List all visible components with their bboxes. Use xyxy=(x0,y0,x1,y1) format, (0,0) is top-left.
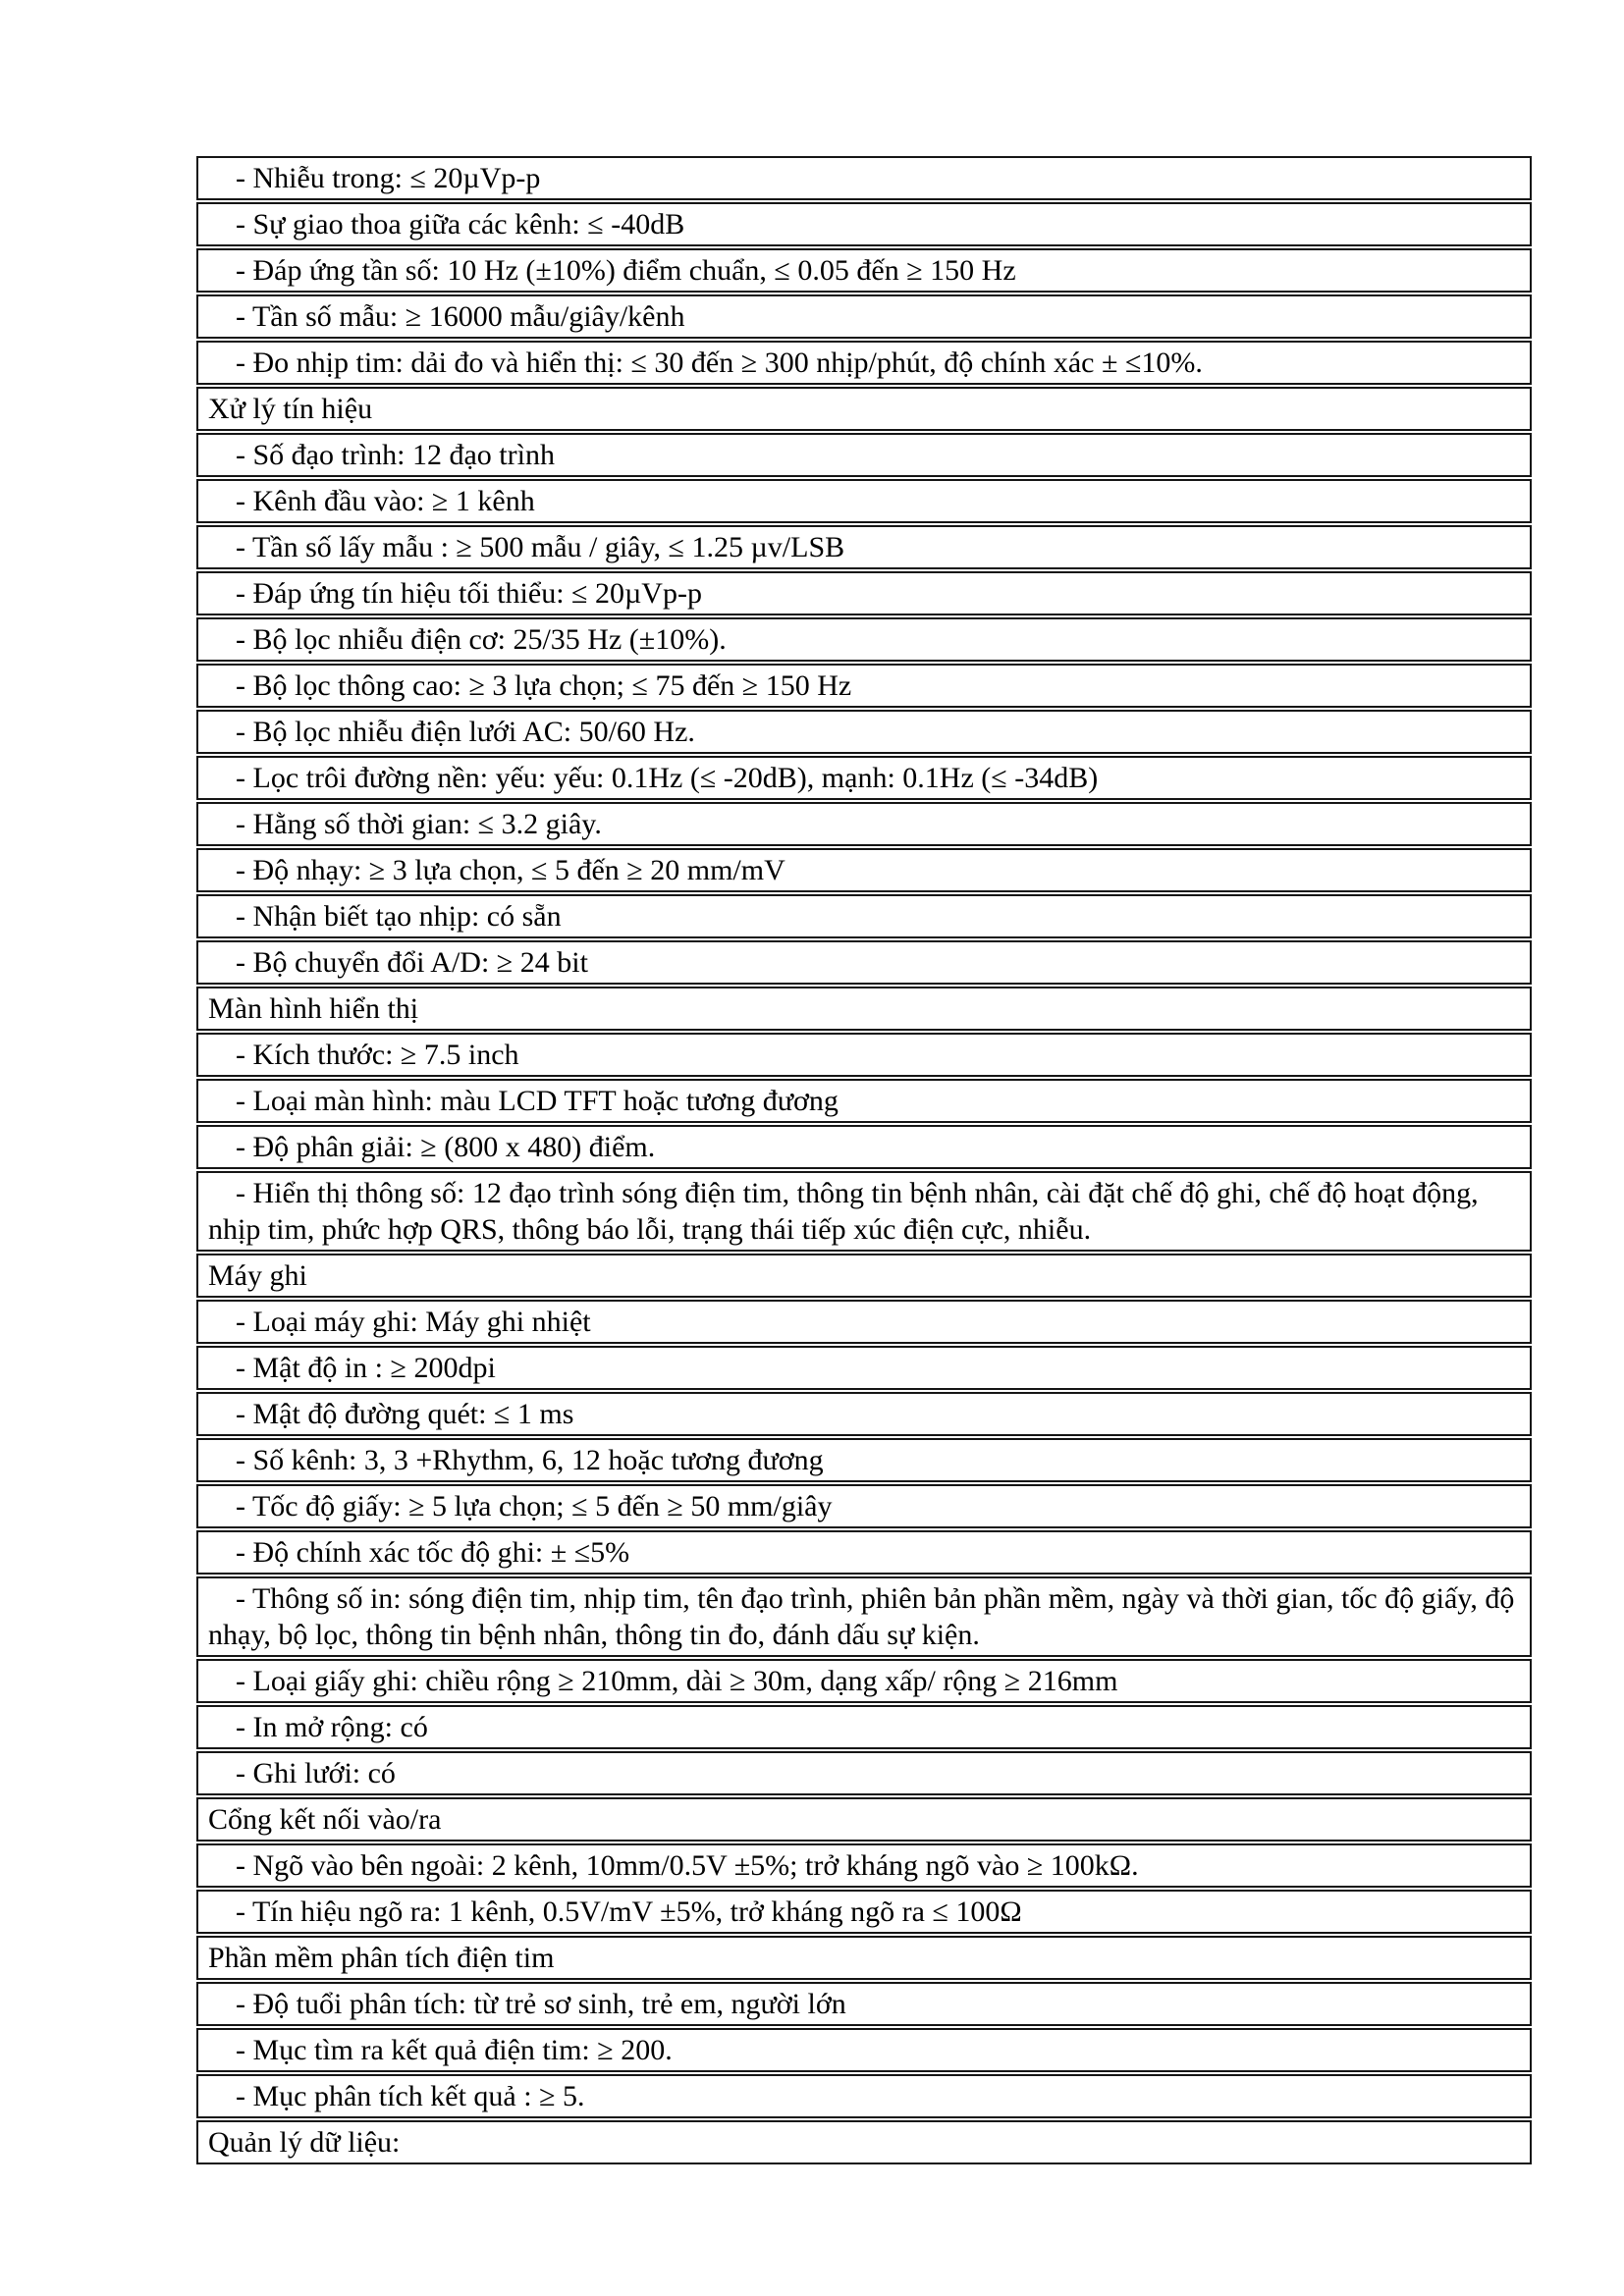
table-row xyxy=(196,1346,1532,1390)
table-row xyxy=(196,1576,1532,1657)
spec-item-cell: - Số đạo trình: 12 đạo trình xyxy=(196,433,1532,477)
table-row xyxy=(196,1079,1532,1123)
spec-item-cell: - Thông số in: sóng điện tim, nhịp tim, tên đạo trình, phiên bản phần mềm, ngày và thời gian, tốc độ giấy, độ nhạy, bộ lọc, thông tin bệnh nhân, thông tin đo, đánh dấu sự kiện. xyxy=(196,1576,1532,1657)
spec-item-cell: - Mật độ in : ≥ 200dpi xyxy=(196,1346,1532,1390)
spec-item-cell: - Ghi lưới: có xyxy=(196,1751,1532,1795)
table-row xyxy=(196,2120,1532,2164)
spec-item-cell: - Loại màn hình: màu LCD TFT hoặc tương đương xyxy=(196,1079,1532,1123)
spec-item-cell: - Tần số lấy mẫu : ≥ 500 mẫu / giây, ≤ 1.25 µv/LSB xyxy=(196,525,1532,569)
table-row xyxy=(196,1982,1532,2026)
spec-item-cell: - Hằng số thời gian: ≤ 3.2 giây. xyxy=(196,802,1532,846)
table-row xyxy=(196,756,1532,800)
table-row xyxy=(196,479,1532,523)
table-row xyxy=(196,1705,1532,1749)
spec-item-cell: - Độ nhạy: ≥ 3 lựa chọn, ≤ 5 đến ≥ 20 mm/mV xyxy=(196,848,1532,892)
spec-item-cell: - Mục tìm ra kết quả điện tim: ≥ 200. xyxy=(196,2028,1532,2072)
table-row xyxy=(196,1484,1532,1528)
section-header-cell: Máy ghi xyxy=(196,1254,1532,1298)
table-row xyxy=(196,387,1532,431)
table-row xyxy=(196,1797,1532,1842)
spec-item-cell: - Sự giao thoa giữa các kênh: ≤ -40dB xyxy=(196,202,1532,246)
table-row xyxy=(196,940,1532,985)
table-row xyxy=(196,1751,1532,1795)
table-row xyxy=(196,1438,1532,1482)
table-row xyxy=(196,2028,1532,2072)
spec-item-cell: - Đo nhịp tim: dải đo và hiển thị: ≤ 30 đến ≥ 300 nhịp/phút, độ chính xác ± ≤10%. xyxy=(196,341,1532,385)
spec-item-cell: - Ngõ vào bên ngoài: 2 kênh, 10mm/0.5V ±5%; trở kháng ngõ vào ≥ 100kΩ. xyxy=(196,1843,1532,1888)
spec-item-cell: - Tín hiệu ngõ ra: 1 kênh, 0.5V/mV ±5%, trở kháng ngõ ra ≤ 100Ω xyxy=(196,1890,1532,1934)
spec-item-cell: - Kích thước: ≥ 7.5 inch xyxy=(196,1033,1532,1077)
table-row xyxy=(196,156,1532,200)
section-header-cell: Màn hình hiển thị xyxy=(196,987,1532,1031)
spec-item-cell: - Đáp ứng tín hiệu tối thiểu: ≤ 20µVp-p xyxy=(196,571,1532,615)
spec-item-cell: - Bộ lọc thông cao: ≥ 3 lựa chọn; ≤ 75 đến ≥ 150 Hz xyxy=(196,664,1532,708)
spec-item-cell: - Đáp ứng tần số: 10 Hz (±10%) điểm chuẩn, ≤ 0.05 đến ≥ 150 Hz xyxy=(196,248,1532,293)
spec-item-cell: - Kênh đầu vào: ≥ 1 kênh xyxy=(196,479,1532,523)
spec-item-cell: - Tần số mẫu: ≥ 16000 mẫu/giây/kênh xyxy=(196,294,1532,339)
spec-item-cell: - Độ phân giải: ≥ (800 x 480) điểm. xyxy=(196,1125,1532,1169)
table-row xyxy=(196,341,1532,385)
spec-table-rows xyxy=(196,156,1532,2164)
table-row xyxy=(196,525,1532,569)
spec-item-cell: - Bộ lọc nhiễu điện lưới AC: 50/60 Hz. xyxy=(196,710,1532,754)
document-page xyxy=(196,154,1532,2166)
table-row xyxy=(196,1530,1532,1575)
table-row xyxy=(196,802,1532,846)
section-header-cell: Cổng kết nối vào/ra xyxy=(196,1797,1532,1842)
table-row xyxy=(196,202,1532,246)
spec-item-cell: - Độ tuổi phân tích: từ trẻ sơ sinh, trẻ em, người lớn xyxy=(196,1982,1532,2026)
table-row xyxy=(196,1300,1532,1344)
spec-item-cell: - Mật độ đường quét: ≤ 1 ms xyxy=(196,1392,1532,1436)
table-row xyxy=(196,1171,1532,1252)
table-row xyxy=(196,2074,1532,2118)
table-row xyxy=(196,1659,1532,1703)
table-row xyxy=(196,1254,1532,1298)
table-row xyxy=(196,1033,1532,1077)
spec-item-cell: - In mở rộng: có xyxy=(196,1705,1532,1749)
spec-item-cell: - Hiển thị thông số: 12 đạo trình sóng điện tim, thông tin bệnh nhân, cài đặt chế độ ghi, chế độ hoạt động, nhịp tim, phức hợp QRS, thông báo lỗi, trạng thái tiếp xúc điện cực, nhiễu. xyxy=(196,1171,1532,1252)
table-row xyxy=(196,617,1532,662)
spec-item-cell: - Lọc trôi đường nền: yếu: yếu: 0.1Hz (≤ -20dB), mạnh: 0.1Hz (≤ -34dB) xyxy=(196,756,1532,800)
spec-item-cell: - Mục phân tích kết quả : ≥ 5. xyxy=(196,2074,1532,2118)
table-row xyxy=(196,248,1532,293)
table-row xyxy=(196,894,1532,938)
table-row xyxy=(196,1890,1532,1934)
spec-table xyxy=(196,154,1532,2166)
table-row xyxy=(196,571,1532,615)
table-row xyxy=(196,294,1532,339)
section-header-cell: Phần mềm phân tích điện tim xyxy=(196,1936,1532,1980)
spec-item-cell: - Số kênh: 3, 3 +Rhythm, 6, 12 hoặc tương đương xyxy=(196,1438,1532,1482)
table-row xyxy=(196,433,1532,477)
spec-item-cell: - Loại máy ghi: Máy ghi nhiệt xyxy=(196,1300,1532,1344)
section-header-cell: Xử lý tín hiệu xyxy=(196,387,1532,431)
spec-item-cell: - Nhiễu trong: ≤ 20µVp-p xyxy=(196,156,1532,200)
spec-item-cell: - Loại giấy ghi: chiều rộng ≥ 210mm, dài ≥ 30m, dạng xấp/ rộng ≥ 216mm xyxy=(196,1659,1532,1703)
table-row xyxy=(196,1936,1532,1980)
table-row xyxy=(196,1843,1532,1888)
spec-item-cell: - Bộ lọc nhiễu điện cơ: 25/35 Hz (±10%). xyxy=(196,617,1532,662)
spec-item-cell: - Nhận biết tạo nhịp: có sẵn xyxy=(196,894,1532,938)
table-row xyxy=(196,1125,1532,1169)
section-header-cell: Quản lý dữ liệu: xyxy=(196,2120,1532,2164)
table-row xyxy=(196,987,1532,1031)
spec-item-cell: - Tốc độ giấy: ≥ 5 lựa chọn; ≤ 5 đến ≥ 50 mm/giây xyxy=(196,1484,1532,1528)
table-row xyxy=(196,664,1532,708)
table-row xyxy=(196,710,1532,754)
table-row xyxy=(196,1392,1532,1436)
table-row xyxy=(196,848,1532,892)
spec-item-cell: - Độ chính xác tốc độ ghi: ± ≤5% xyxy=(196,1530,1532,1575)
spec-item-cell: - Bộ chuyển đổi A/D: ≥ 24 bit xyxy=(196,940,1532,985)
